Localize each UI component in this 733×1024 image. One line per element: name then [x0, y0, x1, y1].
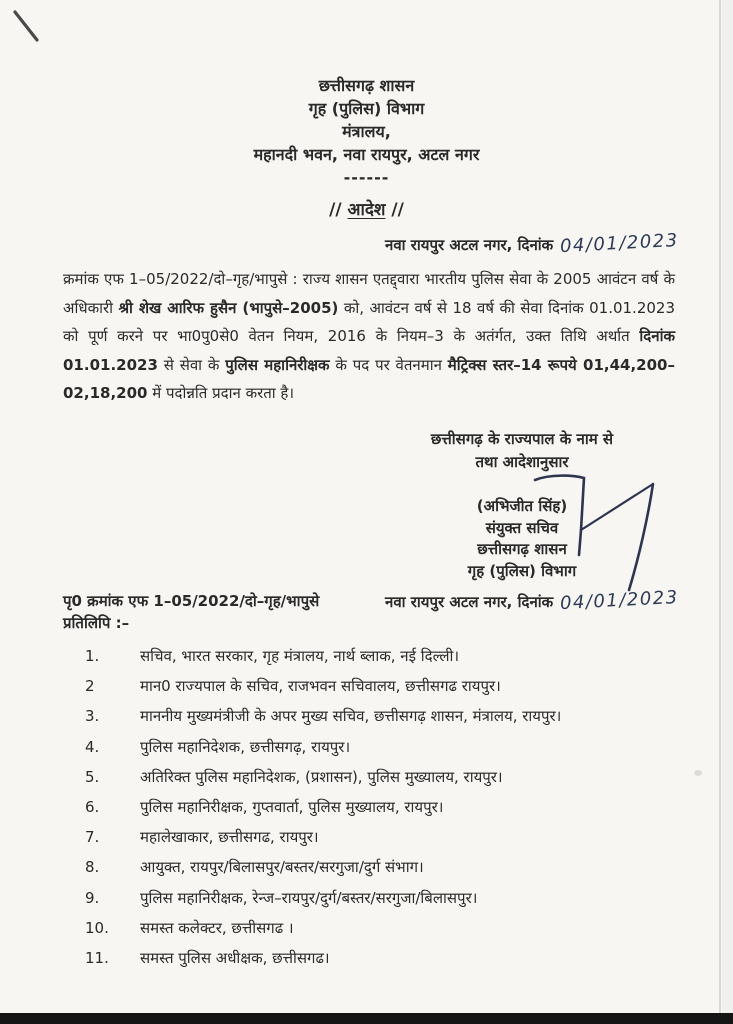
- item-text: महालेखाकार, छत्तीसगढ, रायपुर।: [140, 828, 319, 847]
- item-text: समस्त कलेक्टर, छत्तीसगढ ।: [140, 918, 294, 937]
- item-number: 8.: [85, 858, 100, 877]
- item-text: समस्त पुलिस अधीक्षक, छत्तीसगढ।: [140, 948, 330, 967]
- scan-smudge: [694, 770, 702, 776]
- scan-bottom-bar: [0, 1013, 733, 1024]
- authority-line-1: छत्तीसगढ़ के राज्यपाल के नाम से: [430, 430, 614, 448]
- item-number: 6.: [85, 798, 100, 817]
- list-item: [85, 762, 685, 792]
- signatory-dept: गृह (पुलिस) विभाग: [467, 561, 577, 580]
- body-seg-1: क्रमांक एफ 1–05/2022/दो–गृह/भापुसे : राज्य शासन एतद्द्वारा भारतीय पुलिस सेवा के 2005 आवंटन वर्ष के अधिकारी: [63, 270, 675, 317]
- item-text: पुलिस महानिदेशक, छत्तीसगढ़, रायपुर।: [140, 737, 351, 756]
- list-item: [85, 641, 685, 671]
- item-text: पुलिस महानिरीक्षक, रेन्ज–रायपुर/दुर्ग/बस्तर/सरगुजा/बिलासपुर।: [140, 888, 478, 907]
- order-body-paragraph: [63, 265, 675, 408]
- endorsement-row: [63, 586, 703, 615]
- item-text: माननीय मुख्यमंत्रीजी के अपर मुख्य सचिव, छत्तीसगढ़ शासन, मंत्रालय, रायपुर।: [140, 707, 562, 726]
- government-name: छत्तीसगढ़ शासन: [318, 76, 415, 95]
- address-line: महानदी भवन, नवा रायपुर, अटल नगर: [253, 145, 480, 164]
- endorsement-dateline: [385, 586, 680, 615]
- order-title: [0, 197, 733, 220]
- item-text: सचिव, भारत सरकार, गृह मंत्रालय, नार्थ ब्लाक, नई दिल्ली।: [140, 647, 460, 666]
- list-item: [85, 671, 685, 701]
- list-item: [85, 913, 685, 943]
- item-number: 10.: [85, 918, 109, 937]
- authority-line-2: तथा आदेशानुसार: [475, 453, 569, 471]
- pay-matrix: मैट्रिक्स स्तर–14 रूपये 01,44,200–02,18,200: [63, 355, 675, 402]
- signatory-block: [393, 428, 651, 582]
- ministry-line: मंत्रालय,: [342, 122, 391, 141]
- item-number: 9.: [85, 888, 100, 907]
- item-number: 1.: [85, 647, 100, 666]
- item-text: पुलिस महानिरीक्षक, गुप्तवार्ता, पुलिस मुख्यालय, रायपुर।: [140, 798, 444, 817]
- officer-name: श्री शेख आरिफ हुसैन (भापुसे–2005): [118, 298, 339, 317]
- pen-mark-stroke: [0, 0, 60, 60]
- signatory-name: (अभिजीत सिंह): [476, 497, 568, 515]
- list-item: [85, 701, 685, 731]
- order-title-open: //: [329, 200, 348, 220]
- item-number: 5.: [85, 767, 100, 786]
- item-number: 11.: [85, 948, 109, 967]
- order-title-close: //: [385, 200, 404, 220]
- endorsement-handwritten-date: 04/01/2023: [559, 586, 680, 615]
- department-name: गृह (पुलिस) विभाग: [308, 99, 425, 118]
- effective-date: दिनांक 01.01.2023: [63, 327, 675, 374]
- list-item: [85, 732, 685, 762]
- copies-list: [85, 641, 685, 973]
- dateline-place: नवा रायपुर अटल नगर, दिनांक: [385, 236, 554, 254]
- dateline: [385, 229, 680, 258]
- signatory-govt: छत्तीसगढ़ शासन: [477, 540, 567, 558]
- list-item: [85, 822, 685, 852]
- item-text: मान0 राज्यपाल के सचिव, राजभवन सचिवालय, छत्तीसगढ रायपुर।: [140, 677, 501, 696]
- item-number: 7.: [85, 828, 100, 847]
- order-title-word: आदेश: [347, 200, 386, 220]
- body-seg-3: को, आवंटन वर्ष से 18 वर्ष की सेवा दिनांक 01.01.2023 को पूर्ण करने पर भा0पु0से0 वेतन नियम, 2016 के नियम–3 के अतंर्गत, उक्त तिथि अर्थात: [63, 298, 675, 345]
- item-number: 2: [85, 677, 95, 696]
- endorsement-number: पृ0 क्रमांक एफ 1–05/2022/दो–गृह/भापुसे: [63, 592, 320, 610]
- signatory-designation: संयुक्त सचिव: [485, 518, 559, 537]
- item-number: 4.: [85, 737, 100, 756]
- copy-heading: प्रतिलिपि :–: [63, 614, 130, 632]
- handwritten-date: 04/01/2023: [559, 229, 680, 258]
- promoted-post: पुलिस महानिरीक्षक: [225, 355, 330, 374]
- body-seg-7: के पद पर वेतनमान: [329, 355, 448, 374]
- item-text: आयुक्त, रायपुर/बिलासपुर/बस्तर/सरगुजा/दुर्ग संभाग।: [140, 858, 424, 877]
- item-text: अतिरिक्त पुलिस महानिदेशक, (प्रशासन), पुलिस मुख्यालय, रायपुर।: [140, 767, 503, 786]
- list-item: [85, 792, 685, 822]
- letterhead: [0, 74, 733, 189]
- item-number: 3.: [85, 707, 100, 726]
- list-item: [85, 883, 685, 913]
- body-seg-5: से सेवा के: [157, 355, 226, 374]
- endorsement-place: नवा रायपुर अटल नगर, दिनांक: [385, 593, 554, 611]
- body-seg-9: में पदोन्नति प्रदान करता है।: [147, 384, 295, 402]
- list-item: [85, 943, 685, 973]
- header-divider: ------: [343, 168, 390, 187]
- list-item: [85, 852, 685, 882]
